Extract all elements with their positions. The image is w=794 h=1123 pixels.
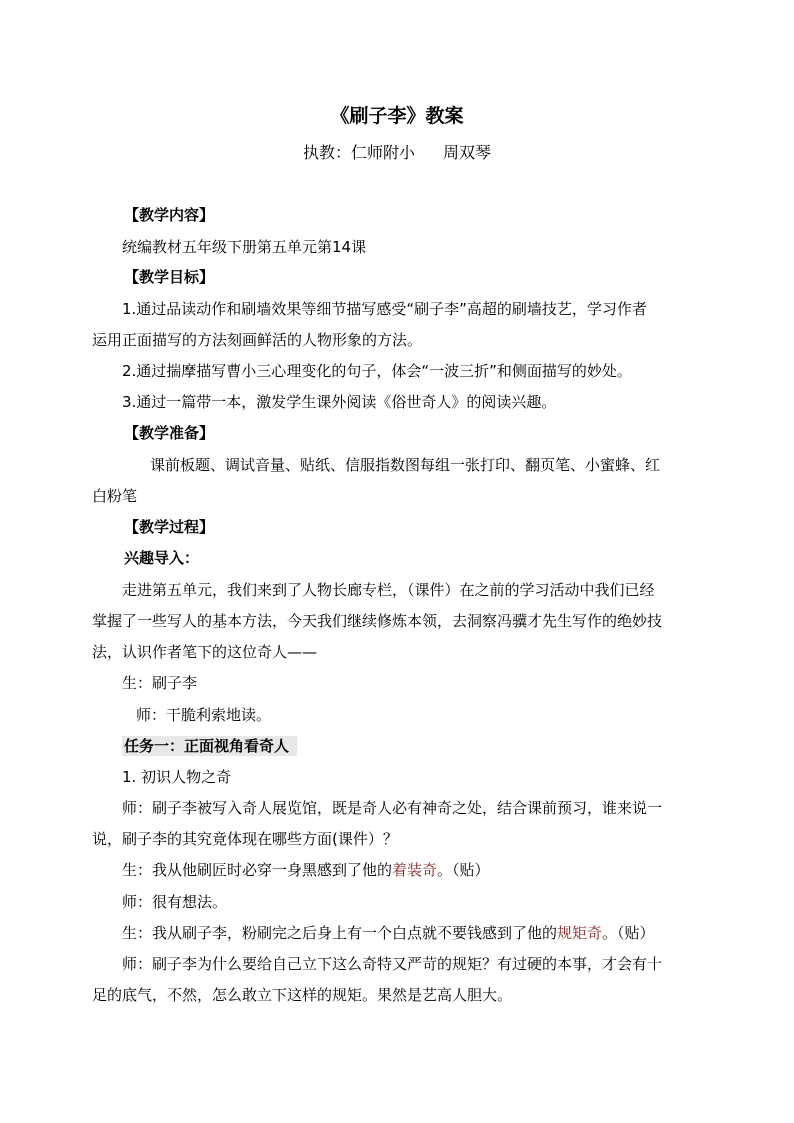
- teacher-line-3: 师：很有想法。: [122, 893, 228, 911]
- student-line-3-end: 。（贴）: [602, 924, 655, 942]
- intro-heading: 兴趣导入：: [124, 549, 200, 567]
- task-1-label: 任务一：正面视角看奇人: [122, 736, 297, 756]
- author-name: 周双琴: [443, 143, 492, 162]
- prep-line-1: 课前板题、调试音量、贴纸、信服指数图每组一张打印、翻页笔、小蜜蜂、红: [150, 456, 661, 474]
- doc-title: 《刷子李》教案: [330, 105, 464, 127]
- section-heading-process: 【教学过程】: [124, 518, 215, 536]
- teacher-line-1: 师：干脆利索地读。: [136, 706, 272, 724]
- student-line-3: [122, 923, 655, 943]
- teacher-line-4a: 师：刷子李为什么要给自己立下这么奇特又严苛的规矩？有过硬的本事，才会有十: [122, 955, 663, 973]
- student-line-2-text: 生：我从他刷匠时必穿一身黑感到了他的: [122, 861, 393, 879]
- section-heading-prep: 【教学准备】: [124, 424, 215, 442]
- intro-line-3: 法，认识作者笔下的这位奇人——: [92, 643, 318, 661]
- teacher-line-4b: 足的底气，不然，怎么敢立下这样的规矩。果然是艺高人胆大。: [92, 986, 513, 1004]
- content-line: 统编教材五年级下册第五单元第14课: [122, 238, 367, 256]
- student-line-2-end: 。（贴）: [437, 861, 490, 879]
- section-heading-goals: 【教学目标】: [124, 268, 215, 286]
- goal-1-line-1: 1.通过品读动作和刷墙效果等细节描写感受“刷子李”高超的刷墙技艺，学习作者: [122, 300, 647, 318]
- task-1-heading: [122, 736, 297, 756]
- author-label: 执教：仁师附小: [302, 143, 415, 162]
- section-heading-content: 【教学内容】: [124, 206, 215, 224]
- student-line-1: 生：刷子李: [122, 674, 198, 692]
- intro-line-1: 走进第五单元，我们来到了人物长廊专栏，（课件）在之前的学习活动中我们已经: [122, 581, 655, 599]
- teacher-line-2a: 师：刷子李被写入奇人展览馆，既是奇人必有神奇之处，结合课前预习，谁来说一: [122, 799, 663, 817]
- student-line-3-text: 生：我从刷子李，粉刷完之后身上有一个白点就不要钱感到了他的: [122, 924, 558, 942]
- goal-1-line-2: 运用正面描写的方法刻画鲜活的人物形象的方法。: [92, 331, 423, 349]
- student-line-2: [122, 860, 490, 880]
- highlight-guiju: 规矩奇: [557, 924, 603, 942]
- prep-line-2: 白粉笔: [92, 487, 138, 505]
- step-1: 1. 初识人物之奇: [122, 768, 232, 786]
- author-line: [0, 142, 794, 164]
- goal-2: 2.通过揣摩描写曹小三心理变化的句子，体会“一波三折”和侧面描写的妙处。: [122, 362, 632, 380]
- intro-line-2: 掌握了一些写人的基本方法，今天我们继续修炼本领，去洞察冯骥才先生写作的绝妙技: [92, 612, 663, 630]
- goal-3: 3.通过一篇带一本，激发学生课外阅读《俗世奇人》的阅读兴趣。: [122, 393, 557, 411]
- teacher-line-2b: 说，刷子李的其究竟体现在哪些方面(课件）？: [92, 830, 398, 848]
- highlight-zhuangzhuang: 着装奇: [392, 861, 438, 879]
